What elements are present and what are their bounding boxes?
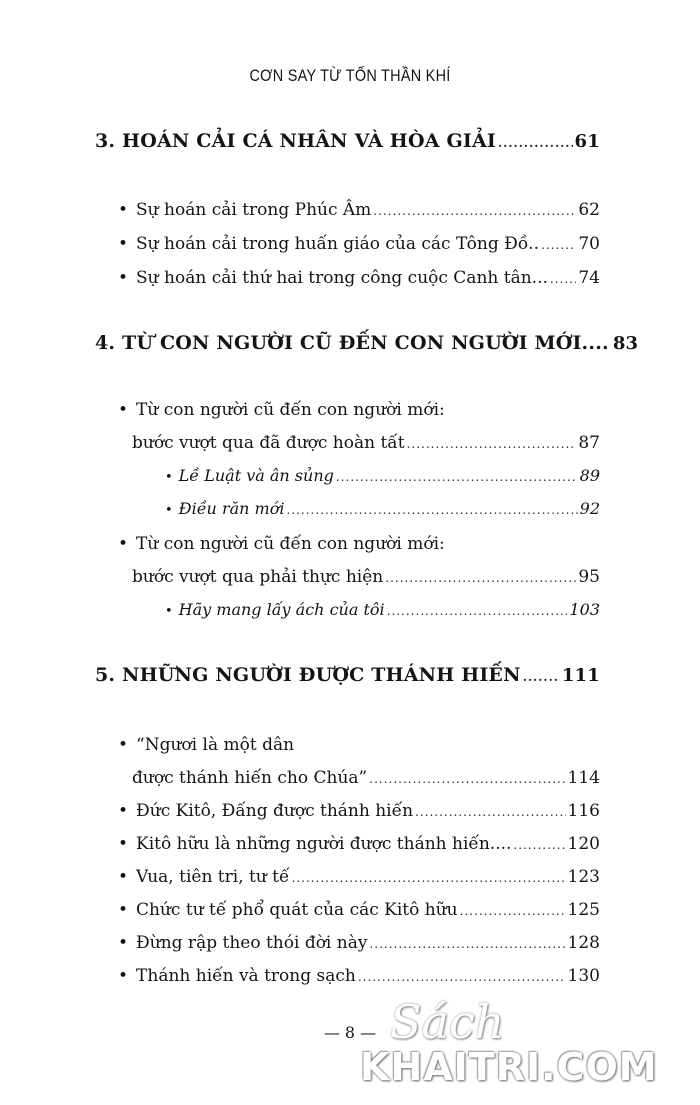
toc-item-line: • Từ con người cũ đến con người mới: [118,534,445,554]
toc-item-line: • “Ngươi là một dân [118,735,294,755]
watermark-script: Sách [390,995,505,1049]
toc-item: • Kitô hữu là những người được thánh hiến.... ..... 120 [118,834,600,854]
toc-page-number: 61 [574,131,600,152]
toc-section-5 [95,664,600,686]
toc-section-title: 4. TỪ CON NGƯỜI CŨ ĐẾN CON NGƯỜI MỚI.... [95,332,609,354]
toc-item: • Vua, tiên tri, tư tế ..... 123 [118,867,600,887]
toc-page-number: 83 [612,333,639,354]
toc-item: bước vượt qua phải thực hiện ..... 95 [132,567,600,587]
toc-item-line: • Từ con người cũ đến con người mới: [118,400,445,420]
toc-subitem: • Điều răn mới ..... 92 [165,499,600,518]
toc-item: • Chức tư tế phổ quát của các Kitô hữu ..... 125 [118,900,600,920]
toc-subitem: • Hãy mang lấy ách của tôi ..... 103 [165,600,600,619]
page-number: — 8 — [323,1023,377,1042]
watermark-text: KHAITRI.COM [360,1045,658,1089]
running-header: CƠN SAY TỪ TỐN THẦN KHÍ [249,66,451,85]
toc-item: • Đừng rập theo thói đời này ..... 128 [118,933,600,953]
toc-page-number: 111 [561,665,600,686]
toc-item: • Sự hoán cải trong Phúc Âm ..... 62 [118,200,600,220]
toc-item: • Sự hoán cải thứ hai trong công cuộc Canh tân... ..... 74 [118,268,600,288]
toc-item: • Thánh hiến và trong sạch ..... 130 [118,966,600,986]
toc-section-title: 5. NHỮNG NGƯỜI ĐƯỢC THÁNH HIẾN [95,664,521,686]
toc-section-title: 3. HOÁN CẢI CÁ NHÂN VÀ HÒA GIẢI [95,130,496,152]
toc-item: • Sự hoán cải trong huấn giáo của các Tông Đồ.. ..... 70 [118,234,600,254]
toc-section-4 [95,332,639,354]
toc-section-3 [95,130,600,152]
watermark-logo [360,995,700,1105]
toc-item: được thánh hiến cho Chúa” ..... 114 [132,768,600,788]
toc-leader [498,136,573,150]
toc-item: bước vượt qua đã được hoàn tất ..... 87 [132,433,600,453]
toc-subitem: • Lề Luật và ân sủng ..... 89 [165,466,600,485]
toc-item: • Đức Kitô, Đấng được thánh hiến ..... 116 [118,801,600,821]
